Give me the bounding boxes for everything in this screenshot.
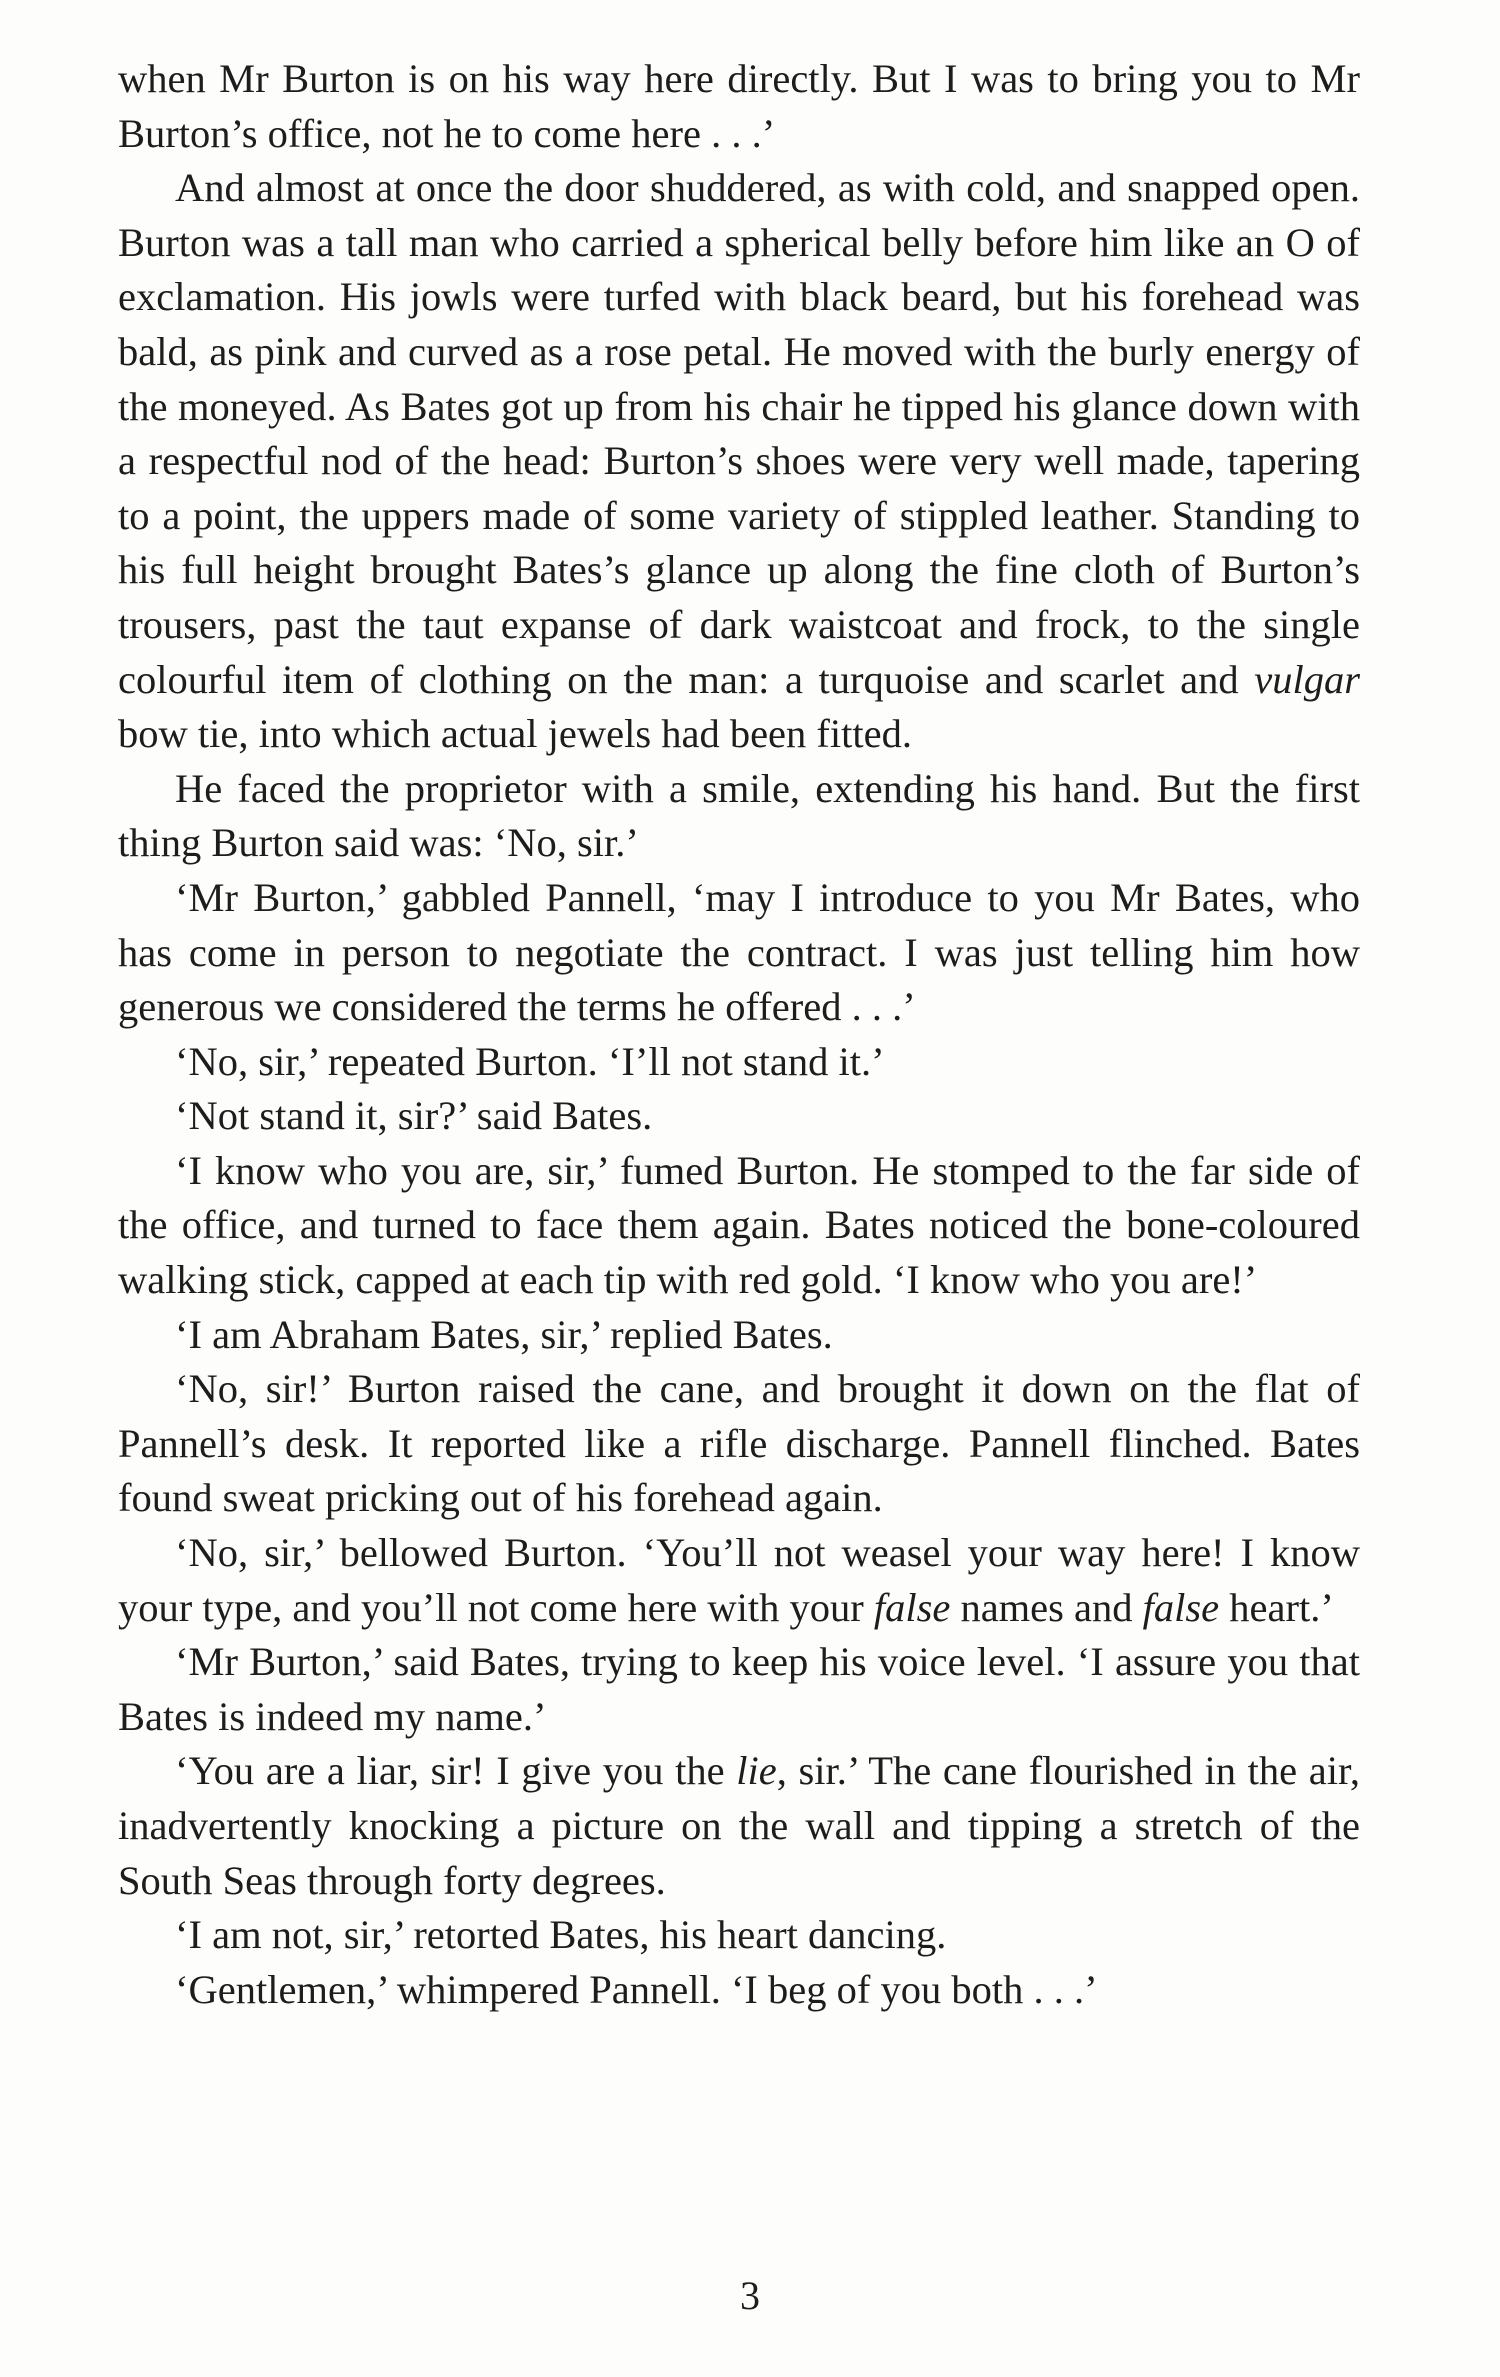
emphasis: false xyxy=(873,1584,951,1630)
body-text xyxy=(118,52,1360,2017)
paragraph: And almost at once the door shuddered, as with cold, and snapped open. Burton was a tall man who carried a spherical belly before him like an O of exclamation. His jowls were turfed with black beard, but his forehead was bald, as pink and curved as a rose petal. He moved with the burly energy of the moneyed. As Bates got up from his chair he tipped his glance down with a respectful nod of the head: Burton’s shoes were very well made, tapering to a point, the uppers made of some variety of stippled leather. Standing to his full height brought Bates’s glance up along the fine cloth of Burton’s trousers, past the taut expanse of dark waistcoat and frock, to the single colourful item of clothing on the man: a turquoise and scarlet and vulgar bow tie, into which actual jewels had been fitted. xyxy=(118,165,1360,757)
emphasis: false xyxy=(1142,1584,1220,1630)
paragraph: ‘No, sir!’ Burton raised the cane, and brought it down on the flat of Pannell’s desk. It reported like a rifle discharge. Pannell flinched. Bates found sweat pricking out of his forehead again. xyxy=(118,1366,1360,1521)
paragraph: ‘Mr Burton,’ gabbled Pannell, ‘may I introduce to you Mr Bates, who has come in person to negotiate the contract. I was just telling him how generous we considered the terms he offered . . .’ xyxy=(118,874,1360,1030)
paragraph: He faced the proprietor with a smile, extending his hand. But the first thing Burton said was: ‘No, sir.’ xyxy=(118,765,1360,866)
paragraph: ‘I know who you are, sir,’ fumed Burton. He stomped to the far side of the office, and turned to face them again. Bates noticed the bone-coloured walking stick, capped at each tip with red gold. ‘I know who you are!’ xyxy=(118,1147,1360,1303)
emphasis: vulgar xyxy=(1254,656,1360,702)
paragraph: ‘No, sir,’ bellowed Burton. ‘You’ll not weasel your way here! I know your type, and you’ll not come here with your false names and false heart.’ xyxy=(118,1530,1360,1630)
emphasis: lie xyxy=(736,1748,777,1794)
paragraph: ‘No, sir,’ repeated Burton. ‘I’ll not stand it.’ xyxy=(175,1038,885,1084)
paragraph: ‘You are a liar, sir! I give you the lie, sir.’ The cane flourished in the air, inadvertently knocking a picture on the wall and tipping a stretch of the South Seas through forty degrees. xyxy=(118,1748,1360,1903)
paragraph: when Mr Burton is on his way here directly. But I was to bring you to Mr Burton’s office, not he to come here . . .’ xyxy=(118,56,1360,156)
page-number: 3 xyxy=(740,2273,760,2318)
paragraph: ‘Mr Burton,’ said Bates, trying to keep his voice level. ‘I assure you that Bates is indeed my name.’ xyxy=(118,1639,1360,1739)
paragraph: ‘Not stand it, sir?’ said Bates. xyxy=(175,1093,653,1139)
paragraph: ‘I am Abraham Bates, sir,’ replied Bates. xyxy=(175,1311,833,1357)
paragraph: ‘I am not, sir,’ retorted Bates, his heart dancing. xyxy=(175,1912,947,1958)
paragraph: ‘Gentlemen,’ whimpered Pannell. ‘I beg of you both . . .’ xyxy=(175,1966,1098,2012)
